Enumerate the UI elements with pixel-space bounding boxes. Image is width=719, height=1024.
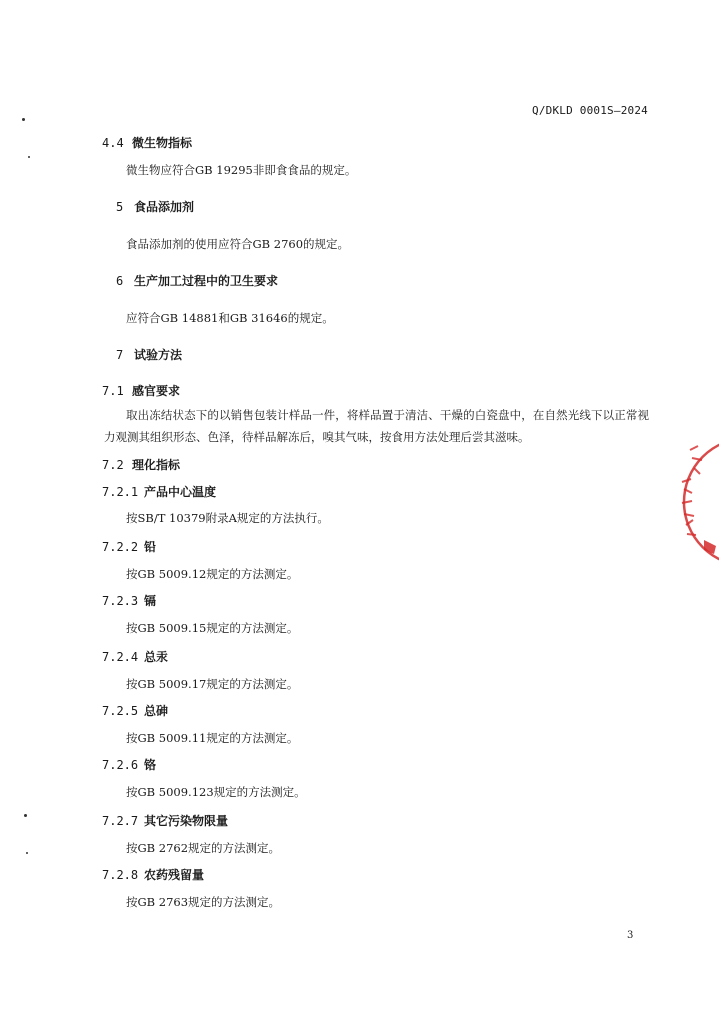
section-title: 食品添加剂	[134, 200, 195, 214]
section-title: 试验方法	[134, 348, 183, 362]
section-heading-7	[116, 346, 182, 363]
section-title: 理化指标	[132, 458, 181, 472]
section-text-5: 食品添加剂的使用应符合GB 2760的规定。	[126, 237, 350, 251]
scan-speck	[28, 156, 30, 158]
section-number: 6	[116, 274, 124, 288]
section-title: 铅	[144, 540, 157, 554]
scan-speck	[26, 852, 28, 854]
seal-icon	[668, 432, 719, 572]
section-number: 7.2.1	[102, 485, 139, 499]
section-title: 农药残留量	[144, 868, 205, 882]
section-title: 生产加工过程中的卫生要求	[134, 274, 279, 288]
section-number: 7.2.8	[102, 868, 139, 882]
section-title: 其它污染物限量	[144, 814, 229, 828]
section-title: 感官要求	[132, 384, 181, 398]
section-number: 7.2.2	[102, 540, 139, 554]
section-heading-7-2-4	[102, 648, 168, 665]
section-number: 7.2.3	[102, 594, 139, 608]
section-heading-7-2-6	[102, 756, 156, 773]
section-title: 微生物指标	[132, 136, 193, 150]
section-number: 7	[116, 348, 124, 362]
section-heading-4-4	[102, 134, 192, 151]
section-heading-7-2-7	[102, 812, 228, 829]
section-number: 7.1	[102, 384, 124, 398]
section-number: 7.2.7	[102, 814, 139, 828]
section-number: 7.2.6	[102, 758, 139, 772]
section-text-4-4: 微生物应符合GB 19295非即食食品的规定。	[126, 163, 357, 177]
section-text-7-1: 取出冻结状态下的以销售包装计样品一件，将样品置于清洁、干燥的白瓷盘中，在自然光线下以正常视力观测其组织形态、色泽，待样品解冻后，嗅其气味，按食用方法处理后尝其滋味。	[104, 408, 649, 444]
section-heading-7-2-3	[102, 592, 156, 609]
section-title: 铬	[144, 758, 157, 772]
scan-speck	[24, 814, 27, 817]
page-number: 3	[627, 930, 634, 941]
section-title: 总汞	[144, 650, 169, 664]
section-text-7-2-4: 按GB 5009.17规定的方法测定。	[126, 677, 299, 691]
section-number: 5	[116, 200, 124, 214]
section-heading-7-2-2	[102, 538, 156, 555]
section-number: 7.2	[102, 458, 124, 472]
section-heading-5	[116, 198, 194, 215]
section-text-7-2-8: 按GB 2763规定的方法测定。	[126, 895, 281, 909]
scan-speck	[22, 118, 25, 121]
section-number: 7.2.5	[102, 704, 139, 718]
section-heading-6	[116, 272, 278, 289]
section-title: 产品中心温度	[144, 485, 217, 499]
section-text-7-2-2: 按GB 5009.12规定的方法测定。	[126, 567, 299, 581]
section-heading-7-2-5	[102, 702, 168, 719]
section-text-6: 应符合GB 14881和GB 31646的规定。	[126, 311, 334, 325]
section-title: 总砷	[144, 704, 169, 718]
section-heading-7-2-1	[102, 483, 216, 500]
section-heading-7-1	[102, 382, 180, 399]
section-heading-7-2-8	[102, 866, 204, 883]
section-title: 镉	[144, 594, 157, 608]
section-number: 4.4	[102, 136, 124, 150]
section-number: 7.2.4	[102, 650, 139, 664]
company-seal-stamp	[668, 432, 719, 572]
section-text-7-2-6: 按GB 5009.123规定的方法测定。	[126, 785, 306, 799]
section-heading-7-2	[102, 456, 180, 473]
section-text-7-2-7: 按GB 2762规定的方法测定。	[126, 841, 281, 855]
section-text-7-2-1: 按SB/T 10379附录A规定的方法执行。	[126, 511, 329, 525]
document-code: Q/DKLD 0001S—2024	[532, 104, 648, 117]
section-text-7-2-5: 按GB 5009.11规定的方法测定。	[126, 731, 299, 745]
section-text-7-2-3: 按GB 5009.15规定的方法测定。	[126, 621, 299, 635]
